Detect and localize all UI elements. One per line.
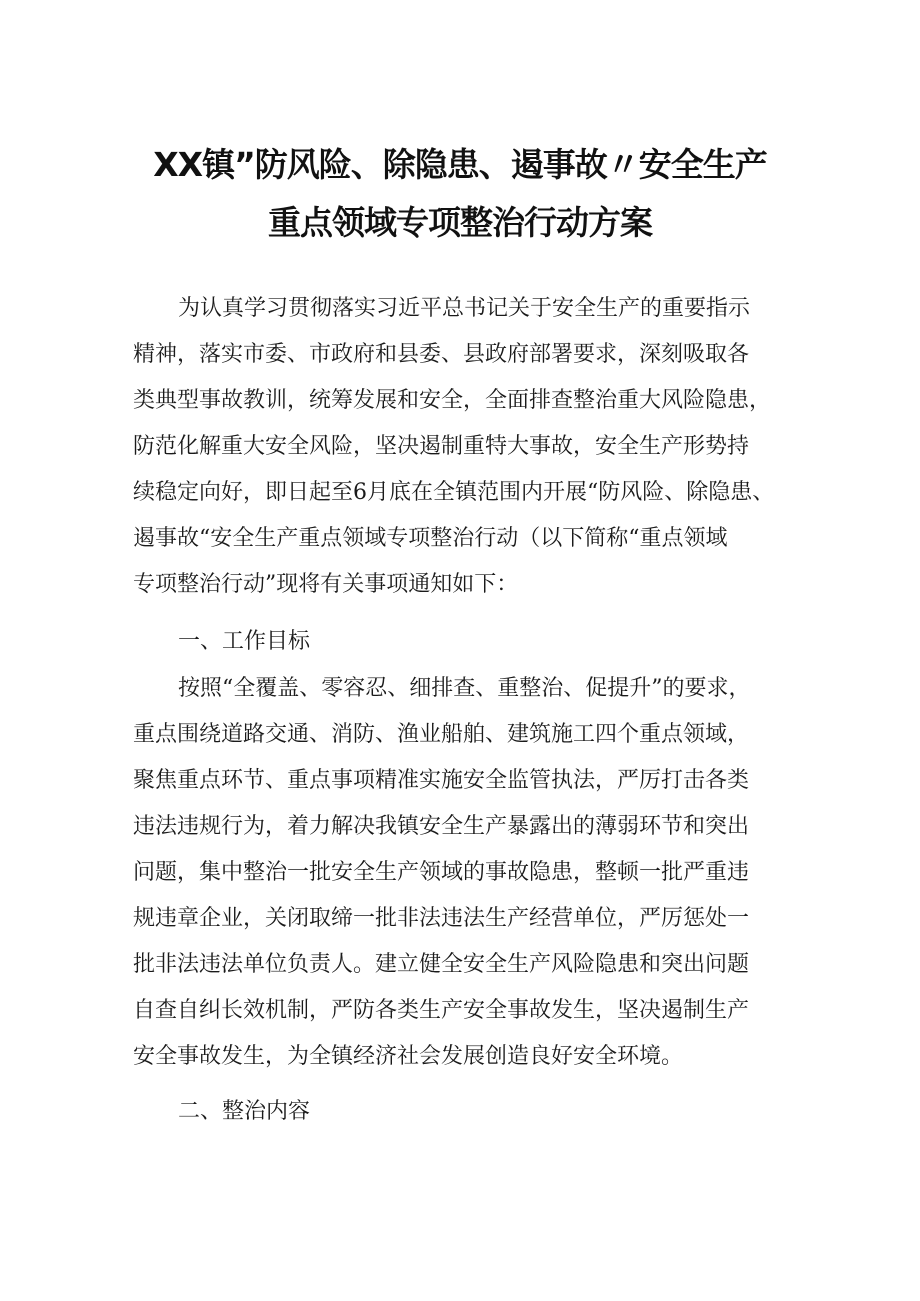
- paragraph-line: 自查自纠长效机制，严防各类生产安全事故发生，坚决遏制生产: [133, 998, 750, 1023]
- paragraph-line: 类典型事故教训，统筹发展和安全，全面排查整治重大风险隐患，: [133, 388, 772, 413]
- paragraph-line: 精神，落实市委、市政府和县委、县政府部署要求，深刻吸取各: [133, 342, 750, 367]
- section-heading-rectification-content: 二、整治内容: [178, 1099, 311, 1124]
- paragraph-line: 专项整治行动”现将有关事项通知如下：: [133, 572, 519, 597]
- paragraph-line: 重点围绕道路交通、消防、渔业船舶、建筑施工四个重点领域，: [133, 722, 750, 747]
- paragraph-line: 按照“全覆盖、零容忍、细排查、重整治、促提升”的要求，: [178, 676, 751, 701]
- paragraph-line: 问题，集中整治一批安全生产领域的事故隐患，整顿一批严重违: [133, 860, 750, 885]
- document-title-line-1: XX镇”防风险、除隐患、遏事故〃安全生产: [153, 145, 767, 184]
- paragraph-intro: [133, 286, 795, 608]
- paragraph-line: 批非法违法单位负责人。建立健全安全生产风险隐患和突出问题: [133, 952, 750, 977]
- paragraph-line: 聚焦重点环节、重点事项精准实施安全监管执法，严厉打击各类: [133, 768, 750, 793]
- section-heading-work-goals: 一、工作目标: [178, 629, 311, 654]
- paragraph-work-goals: [133, 666, 795, 1080]
- paragraph-line: 规违章企业，关闭取缔一批非法违法生产经营单位，严厉惩处一: [133, 906, 750, 931]
- paragraph-line: 违法违规行为，着力解决我镇安全生产暴露出的薄弱环节和突出: [133, 814, 750, 839]
- paragraph-line: 遏事故“安全生产重点领域专项整治行动（以下简称“重点领域: [133, 526, 728, 551]
- paragraph-line: 安全事故发生，为全镇经济社会发展创造良好安全环境。: [133, 1044, 684, 1069]
- paragraph-line: 为认真学习贯彻落实习近平总书记关于安全生产的重要指示: [178, 296, 751, 321]
- document-title-line-2: 重点领域专项整治行动方案: [268, 203, 652, 242]
- paragraph-line: 防范化解重大安全风险，坚决遏制重特大事故，安全生产形势持: [133, 434, 750, 459]
- paragraph-line: 续稳定向好，即日起至6月底在全镇范围内开展“防风险、除隐患、: [133, 480, 775, 505]
